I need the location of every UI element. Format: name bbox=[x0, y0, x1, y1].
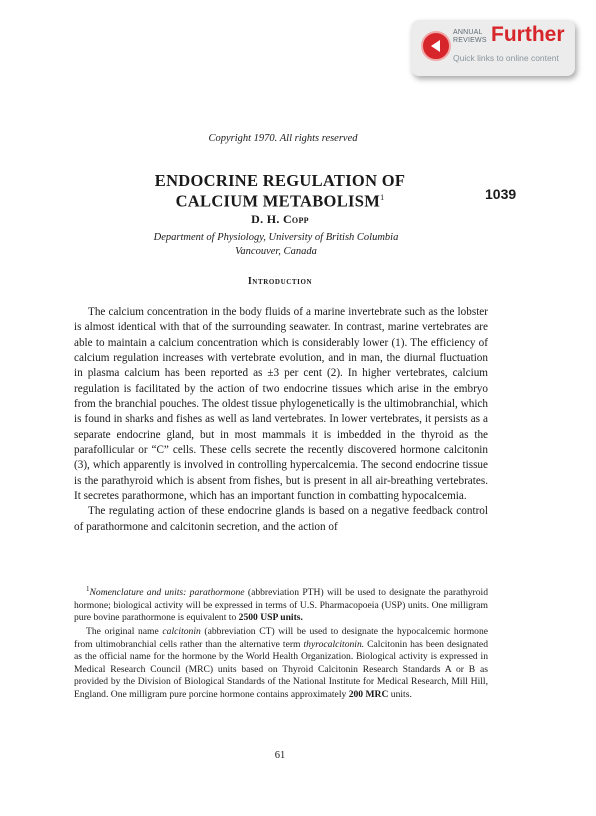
page-code: 1039 bbox=[485, 186, 517, 202]
further-banner[interactable] bbox=[411, 20, 575, 76]
annual-reviews-logo: ANNUAL REVIEWS bbox=[453, 29, 487, 44]
footnote-paragraph: $^1$Nomenclature and units: parathormone (abbreviation PTH) will be used to designate the parathyroid hormone; biological activity will be expressed in terms of U.S. Pharmacopoeia (USP) units. One milligram pure bovine parathormone is equivalent to 2500 USP units. bbox=[74, 585, 488, 624]
footnote bbox=[74, 583, 488, 703]
back-arrow-icon[interactable] bbox=[421, 31, 451, 61]
copyright-line: Copyright 1970. All rights reserved bbox=[208, 133, 358, 144]
footnote-paragraph: The original name calcitonin (abbreviation CT) will be used to designate the hypocalcemic hormone from ultimobranchial cells rather than the alternative term thyrocalcitonin. Calcitonin has been designated as the official name for the hormone by the World Health Organization. Biological activity is expressed in Medical Research Council (MRC) units based on Thyroid Calcitonin Research Standards A or B as provided by the Division of Biological Standards of the National Institute for Medical Research, Mill Hill, England. One milligram pure porcine hormone contains approximately 200 MRC units. bbox=[74, 625, 489, 700]
title-footnote-mark: 1 bbox=[380, 193, 385, 202]
further-subtitle[interactable]: Quick links to online content bbox=[453, 53, 559, 63]
page-number: 61 bbox=[274, 750, 286, 761]
author-name: D. H. Copp bbox=[251, 212, 309, 226]
body-text bbox=[74, 305, 488, 535]
paragraph: The calcium concentration in the body fluids of a marine invertebrate such as the lobster is almost identical with that of the surrounding seawater. In contrast, marine vertebrates are able to maintain a calcium concentration which is considerably lower (1). The efficiency of calcium regulation increases with vertebrate evolution, and in man, the diurnal fluctuation in plasma calcium has been reported as ±3 per cent (2). In higher vertebrates, calcium regulation is facilitated by the action of two endocrine tissues which arise in the embryo from the branchial pouches. The oldest tissue phylogenetically is the ultimobranchial, which is found in sharks and fishes as well as land vertebrates. In lower vertebrates, it persists as a separate endocrine gland, but in most mammals it is imbedded in the thyroid as the parafollicular or “C” cells. These cells secrete the recently discovered hormone calcitonin (3), which apparently is involved in controlling hypercalcemia. The second endocrine tissue is the parathyroid which is absent from fishes, but is present in all air-breathing vertebrates. It secretes parathormone, which has an important function in combatting hypocalcemia. bbox=[74, 306, 488, 503]
further-label[interactable]: Further bbox=[491, 23, 565, 46]
article-title: ENDOCRINE REGULATION OF CALCIUM METABOLISM$^1$ bbox=[154, 171, 406, 211]
affiliation: Department of Physiology, University of British Columbia Vancouver, Canada bbox=[153, 232, 399, 257]
paragraph: The regulating action of these endocrine glands is based on a negative feedback control of parathormone and calcitonin secretion, and the action of bbox=[74, 505, 488, 533]
section-heading: Introduction bbox=[247, 276, 313, 287]
